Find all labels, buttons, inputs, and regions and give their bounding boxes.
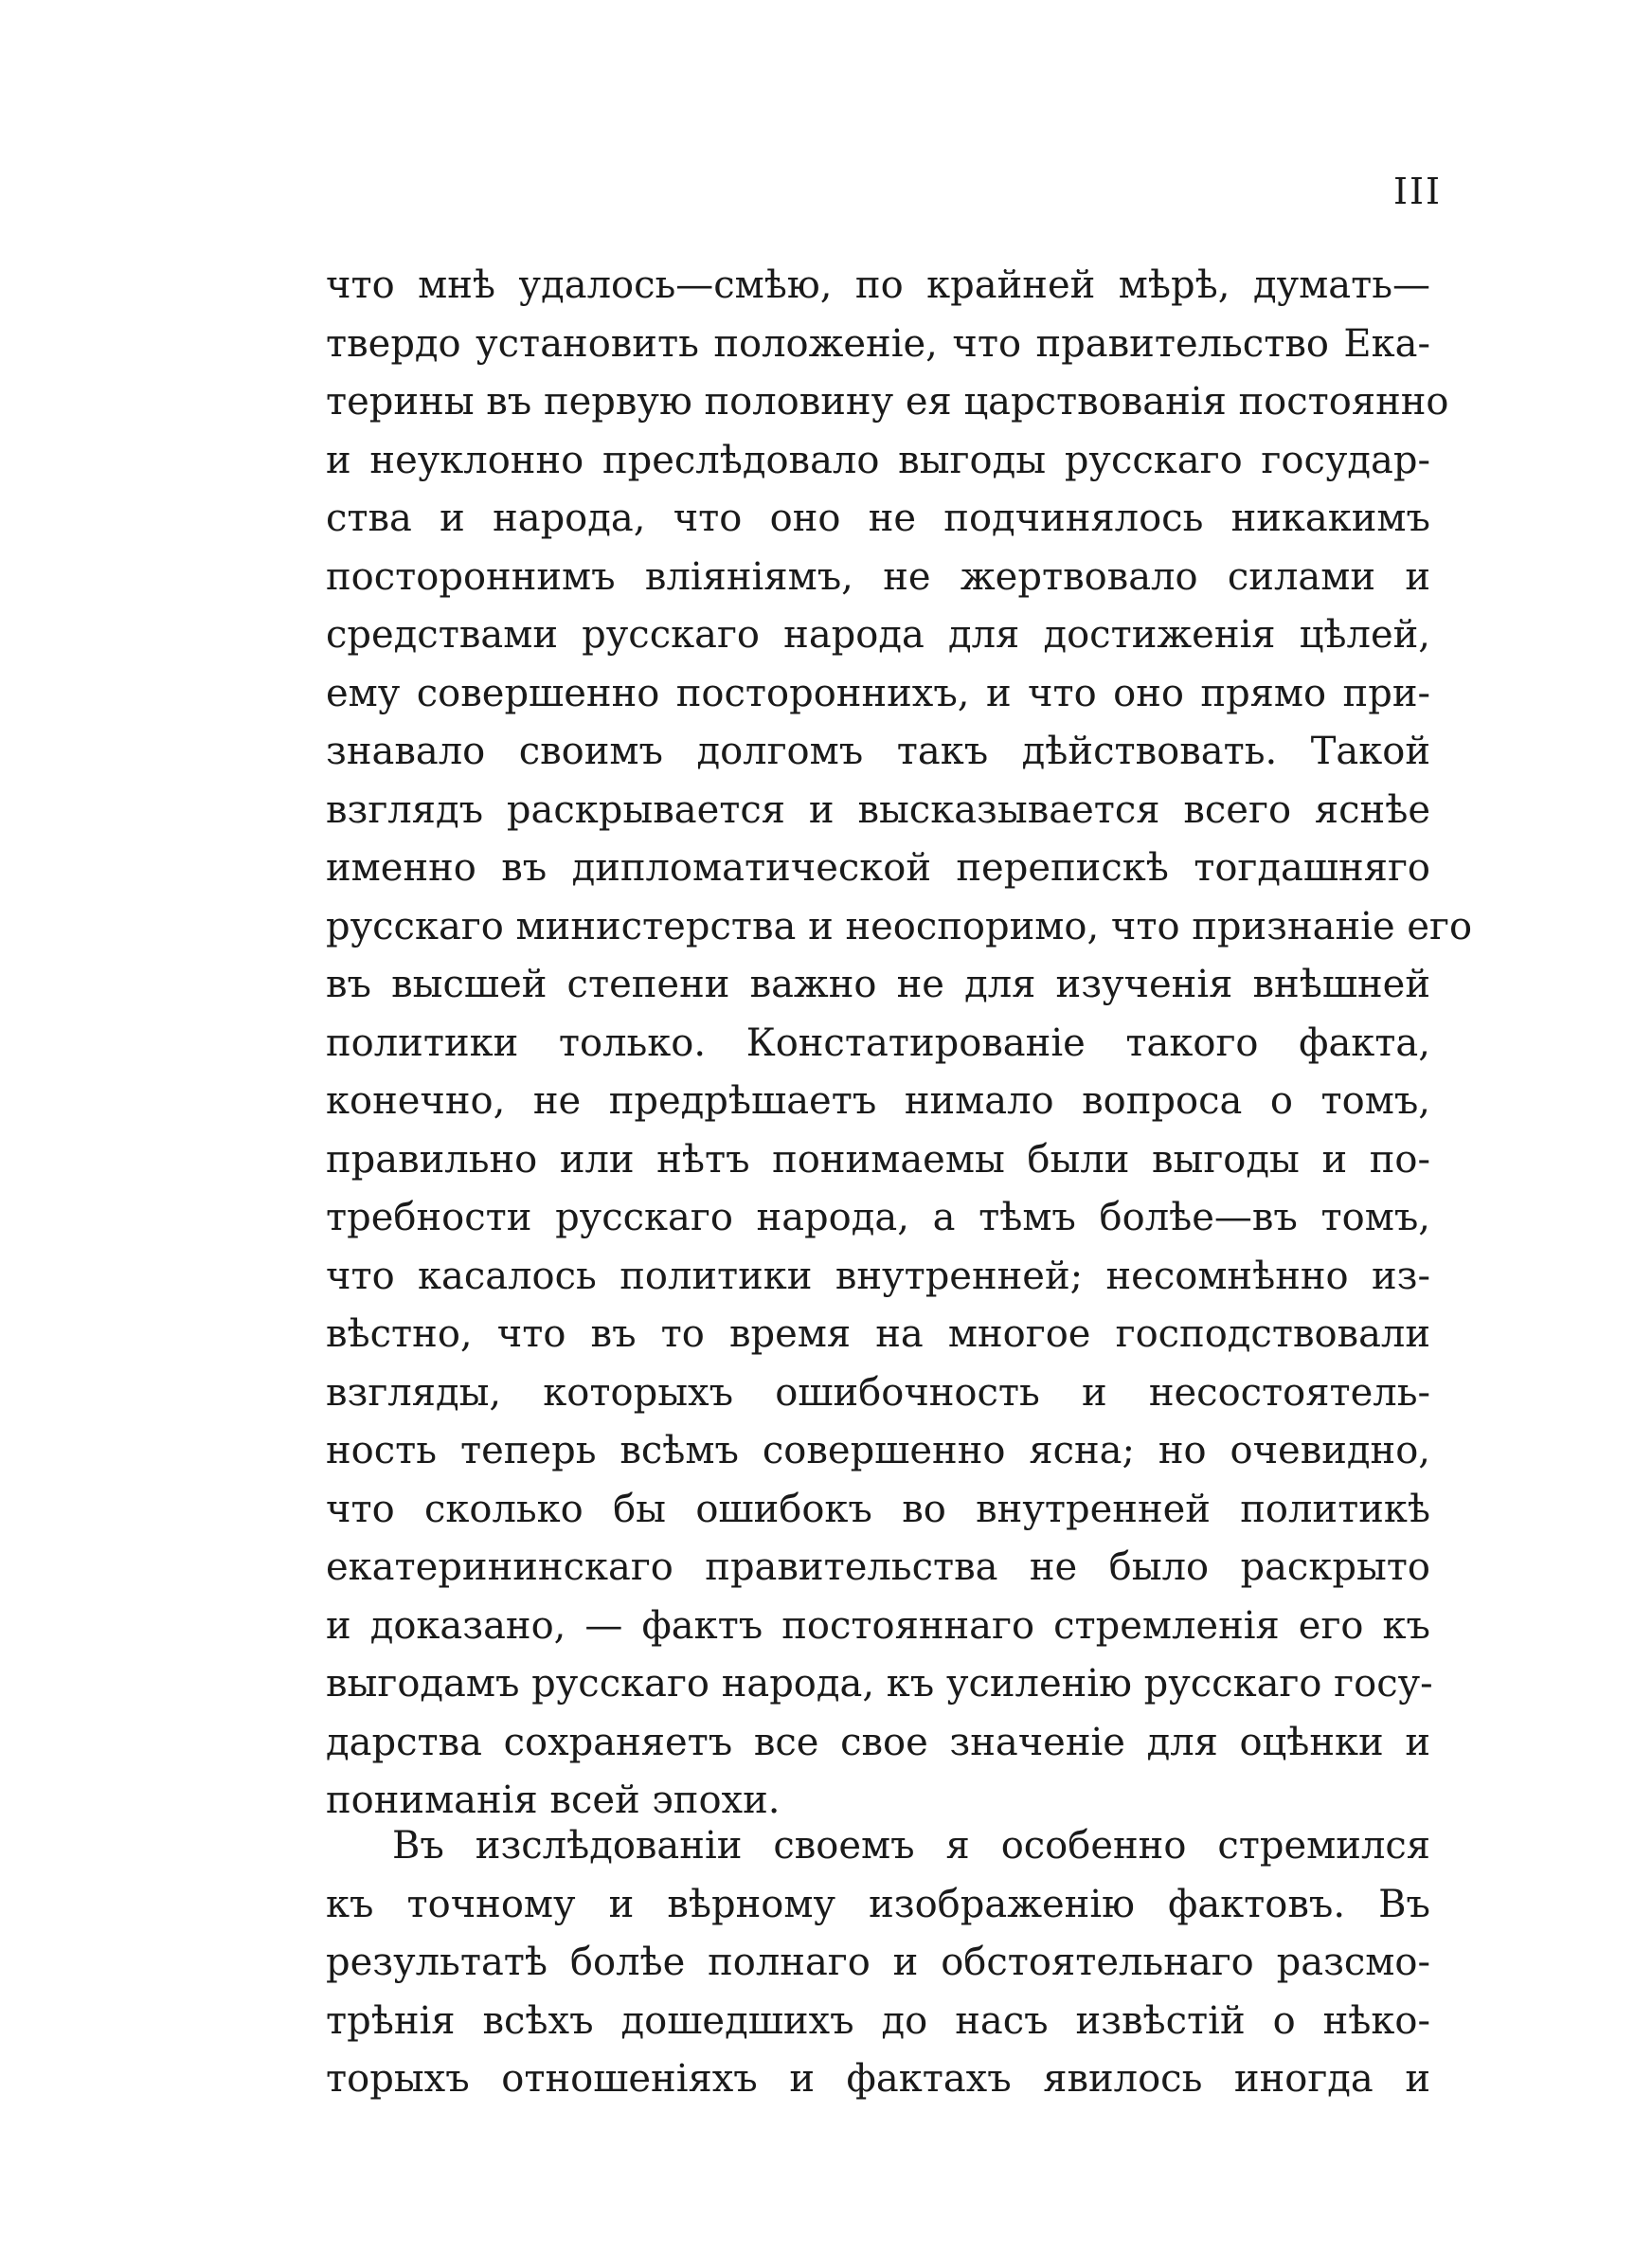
text-line: выгодамъ русскаго народа, къ усиленію русскаго госу- — [326, 1662, 1433, 1706]
text-line: ему совершенно постороннихъ, и что оно прямо при- — [326, 671, 1430, 715]
text-line: требности русскаго народа, а тѣмъ болѣе—въ томъ, — [326, 1196, 1430, 1239]
text-line: пониманія всей эпохи. — [326, 1779, 781, 1822]
text-line: дарства сохраняетъ все свое значеніе для оцѣнки и — [326, 1720, 1430, 1764]
text-line: къ точному и вѣрному изображенію фактовъ. Въ — [326, 1882, 1430, 1926]
text-line: ства и народа, что оно не подчинялось никакимъ — [326, 497, 1430, 540]
text-line: что сколько бы ошибокъ во внутренней политикѣ — [326, 1487, 1430, 1531]
text-line: и доказано, — фактъ постояннаго стремленія его къ — [326, 1603, 1430, 1648]
text-line: что мнѣ удалось—смѣю, по крайней мѣрѣ, думать— — [326, 263, 1430, 307]
text-line: взгляды, которыхъ ошибочность и несостоятель- — [326, 1370, 1430, 1415]
paragraph-2 — [326, 1817, 1430, 2109]
text-line: постороннимъ вліяніямъ, не жертвовало силами и — [326, 554, 1430, 599]
text-line: и неуклонно преслѣдовало выгоды русскаго государ- — [326, 438, 1430, 482]
text-line: Въ изслѣдованіи своемъ я особенно стремился — [392, 1824, 1430, 1868]
text-line: политики только. Констатированіе такого факта, — [326, 1020, 1430, 1065]
text-line: правильно или нѣтъ понимаемы были выгоды и по- — [326, 1137, 1430, 1182]
text-line: русскаго министерства и неоспоримо, что признаніе его — [326, 904, 1473, 948]
page-number: III — [1392, 171, 1442, 212]
text-line: знавало своимъ долгомъ такъ дѣйствовать. Такой — [326, 730, 1430, 773]
text-line: взглядъ раскрывается и высказывается всего яснѣе — [326, 787, 1430, 832]
text-line: что касалось политики внутренней; несомнѣнно из- — [326, 1254, 1430, 1298]
paragraph-1 — [326, 257, 1473, 1831]
text-line: ность теперь всѣмъ совершенно ясна; но очевидно, — [326, 1429, 1430, 1472]
text-line: конечно, не предрѣшаетъ нимало вопроса о томъ, — [326, 1079, 1430, 1123]
text-line: именно въ дипломатической перепискѣ тогдашняго — [326, 846, 1430, 890]
text-line: въ высшей степени важно не для изученія внѣшней — [326, 963, 1430, 1006]
text-line: твердо установить положеніе, что правительство Ека- — [326, 321, 1430, 366]
text-line: трѣнія всѣхъ дошедшихъ до насъ извѣстій о нѣко- — [326, 1998, 1430, 2043]
text-line: средствами русскаго народа для достиженія цѣлей, — [326, 613, 1430, 657]
text-line: торыхъ отношеніяхъ и фактахъ явилось иногда и — [326, 2057, 1430, 2101]
text-line: вѣстно, что въ то время на многое господствовали — [326, 1312, 1430, 1356]
text-line: екатерининскаго правительства не было раскрыто — [326, 1545, 1430, 1589]
text-line: результатѣ болѣе полнаго и обстоятельнаго разсмо- — [326, 1941, 1430, 1984]
text-line: терины въ первую половину ея царствованія постоянно — [326, 380, 1449, 424]
